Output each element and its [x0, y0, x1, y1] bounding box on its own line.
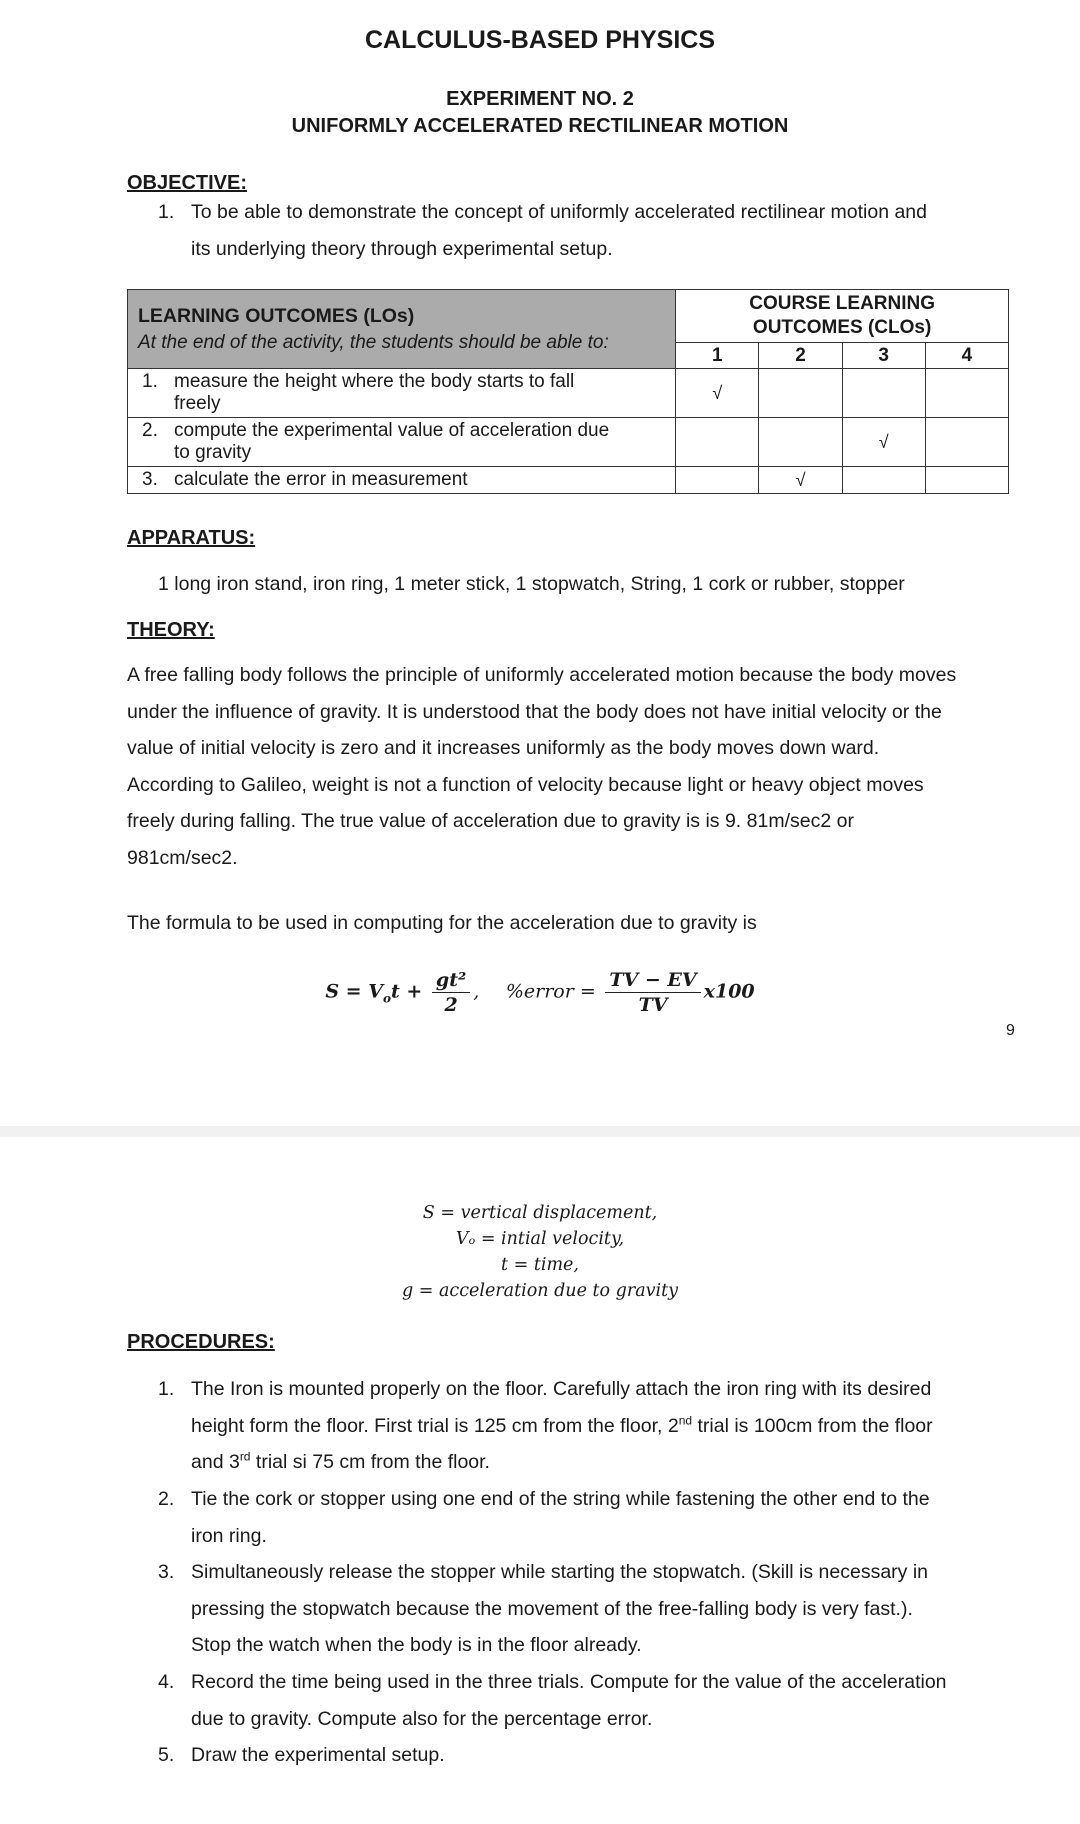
procedure-line [191, 1408, 1051, 1445]
fraction-error [605, 968, 700, 1017]
lo-title: LEARNING OUTCOMES (LOs) [138, 304, 415, 327]
objective-line: its underlying theory through experimental setup. [191, 237, 613, 260]
empty-cell [842, 467, 925, 494]
procedure-step [191, 1664, 1051, 1737]
fraction-numerator: TV − EV [605, 968, 700, 993]
empty-cell [759, 418, 842, 467]
formula-lhs: S = V [325, 980, 383, 1003]
empty-cell [676, 418, 759, 467]
formula-subscript: o [382, 991, 391, 1006]
lo-header-cell [128, 290, 676, 369]
empty-cell [676, 467, 759, 494]
check-mark: √ [759, 467, 842, 494]
table-row [128, 467, 1009, 494]
theory-line: According to Galileo, weight is not a function of velocity because light or heavy object moves [127, 773, 924, 796]
formula-term: t + [390, 980, 423, 1003]
clo-title-line1: COURSE LEARNING [749, 293, 936, 314]
definition-line: Vₒ = intial velocity, [455, 1229, 625, 1249]
clo-number-2: 2 [759, 343, 842, 369]
objective-heading: OBJECTIVE: [127, 172, 248, 194]
procedure-text: height form the floor. First trial is 125 cm from the floor, 2 [191, 1414, 679, 1437]
procedure-number: 5. [158, 1744, 175, 1766]
theory-heading: THEORY: [127, 619, 215, 641]
procedures-heading: PROCEDURES: [127, 1331, 275, 1353]
procedure-text: trial is 100cm from the floor [692, 1414, 933, 1437]
theory-paragraph [127, 657, 1017, 876]
empty-cell [759, 369, 842, 418]
apparatus-heading: APPARATUS: [127, 527, 256, 549]
procedure-line: Simultaneously release the stopper while starting the stopwatch. (Skill is necessary in [191, 1561, 929, 1583]
lo-row-label: calculate the error in measurement [174, 469, 468, 490]
empty-cell [925, 467, 1008, 494]
procedure-number: 3. [158, 1561, 175, 1583]
apparatus-text: 1 long iron stand, iron ring, 1 meter stick, 1 stopwatch, String, 1 cork or rubber, stopper [158, 573, 905, 595]
lo-row-number: 1. [142, 371, 158, 392]
procedure-line: iron ring. [191, 1524, 267, 1547]
procedure-step [191, 1554, 1051, 1664]
procedure-step [191, 1481, 1051, 1554]
experiment-topic: UNIFORMLY ACCELERATED RECTILINEAR MOTION [291, 115, 789, 137]
procedure-line: Tie the cork or stopper using one end of the string while fastening the other end to the [191, 1488, 930, 1510]
empty-cell [842, 369, 925, 418]
formula-tail: x100 [703, 980, 755, 1003]
procedure-line: The Iron is mounted properly on the floor. Carefully attach the iron ring with its desired [191, 1378, 932, 1400]
procedure-line [191, 1444, 1051, 1481]
theory-line: 981cm/sec2. [127, 846, 238, 869]
objective-number: 1. [158, 201, 175, 223]
fraction-numerator: gt² [432, 968, 470, 993]
lo-row-number: 3. [142, 469, 158, 490]
lo-row-label: measure the height where the body starts to fall freely [174, 371, 575, 414]
procedure-line: pressing the stopwatch because the movement of the free-falling body is very fast.). [191, 1597, 913, 1620]
objective-line: To be able to demonstrate the concept of uniformly accelerated rectilinear motion and [191, 201, 928, 223]
procedure-line: Record the time being used in the three trials. Compute for the value of the acceleration [191, 1671, 947, 1693]
lo-subtitle: At the end of the activity, the students should be able to: [138, 331, 609, 353]
definition-line: t = time, [501, 1255, 579, 1275]
fraction-denominator: 2 [444, 994, 458, 1016]
experiment-number: EXPERIMENT NO. 2 [446, 88, 634, 110]
clo-number-4: 4 [925, 343, 1008, 369]
empty-cell [925, 369, 1008, 418]
procedure-text: and 3 [191, 1451, 240, 1473]
table-row [128, 418, 1009, 467]
procedure-step [191, 1371, 1051, 1481]
ordinal-suffix: nd [678, 1413, 693, 1427]
formula-comma: , [473, 980, 480, 1003]
procedure-number: 2. [158, 1488, 175, 1510]
lo-row-number: 2. [142, 420, 158, 441]
procedure-number: 4. [158, 1671, 175, 1693]
table-row [128, 369, 1009, 418]
learning-outcomes-table [127, 289, 1009, 494]
procedure-line: due to gravity. Compute also for the percentage error. [191, 1707, 653, 1730]
check-mark: √ [842, 418, 925, 467]
clo-number-1: 1 [676, 343, 759, 369]
fraction-denominator: TV [638, 994, 668, 1016]
procedure-line: Draw the experimental setup. [191, 1744, 445, 1766]
definition-line: S = vertical displacement, [422, 1203, 658, 1223]
procedure-text: trial si 75 cm from the floor. [250, 1451, 490, 1473]
theory-line: under the influence of gravity. It is understood that the body does not have initial velocity or the [127, 700, 942, 723]
check-mark: √ [676, 369, 759, 418]
theory-line: freely during falling. The true value of acceleration due to gravity is is 9. 81m/sec2 or [127, 810, 854, 832]
clo-title-line2: OUTCOMES (CLOs) [752, 317, 932, 338]
procedure-number: 1. [158, 1378, 175, 1400]
lo-row-text [128, 467, 676, 494]
ordinal-suffix: rd [239, 1449, 251, 1464]
clo-header-cell [676, 290, 1009, 343]
objective-text [191, 194, 1021, 267]
theory-line: value of initial velocity is zero and it increases uniformly as the body moves down ward. [127, 737, 880, 759]
lo-row-text [128, 369, 676, 418]
formula [0, 968, 1080, 1017]
course-title: CALCULUS-BASED PHYSICS [364, 26, 716, 54]
empty-cell [925, 418, 1008, 467]
lo-row-label: compute the experimental value of acceleration due to gravity [174, 420, 610, 463]
variable-definitions [0, 1200, 1080, 1304]
lo-row-text [128, 418, 676, 467]
procedure-line: Stop the watch when the body is in the floor already. [191, 1634, 642, 1656]
page-number: 9 [1006, 1022, 1015, 1039]
clo-number-3: 3 [842, 343, 925, 369]
formula-intro: The formula to be used in computing for the acceleration due to gravity is [127, 912, 757, 934]
fraction-gt2 [432, 968, 470, 1017]
formula-error-lhs: %error = [505, 980, 596, 1003]
procedure-step [191, 1737, 1051, 1774]
definition-line: g = acceleration due to gravity [401, 1281, 679, 1301]
theory-line: A free falling body follows the principle of uniformly accelerated motion because the body moves [127, 664, 957, 686]
